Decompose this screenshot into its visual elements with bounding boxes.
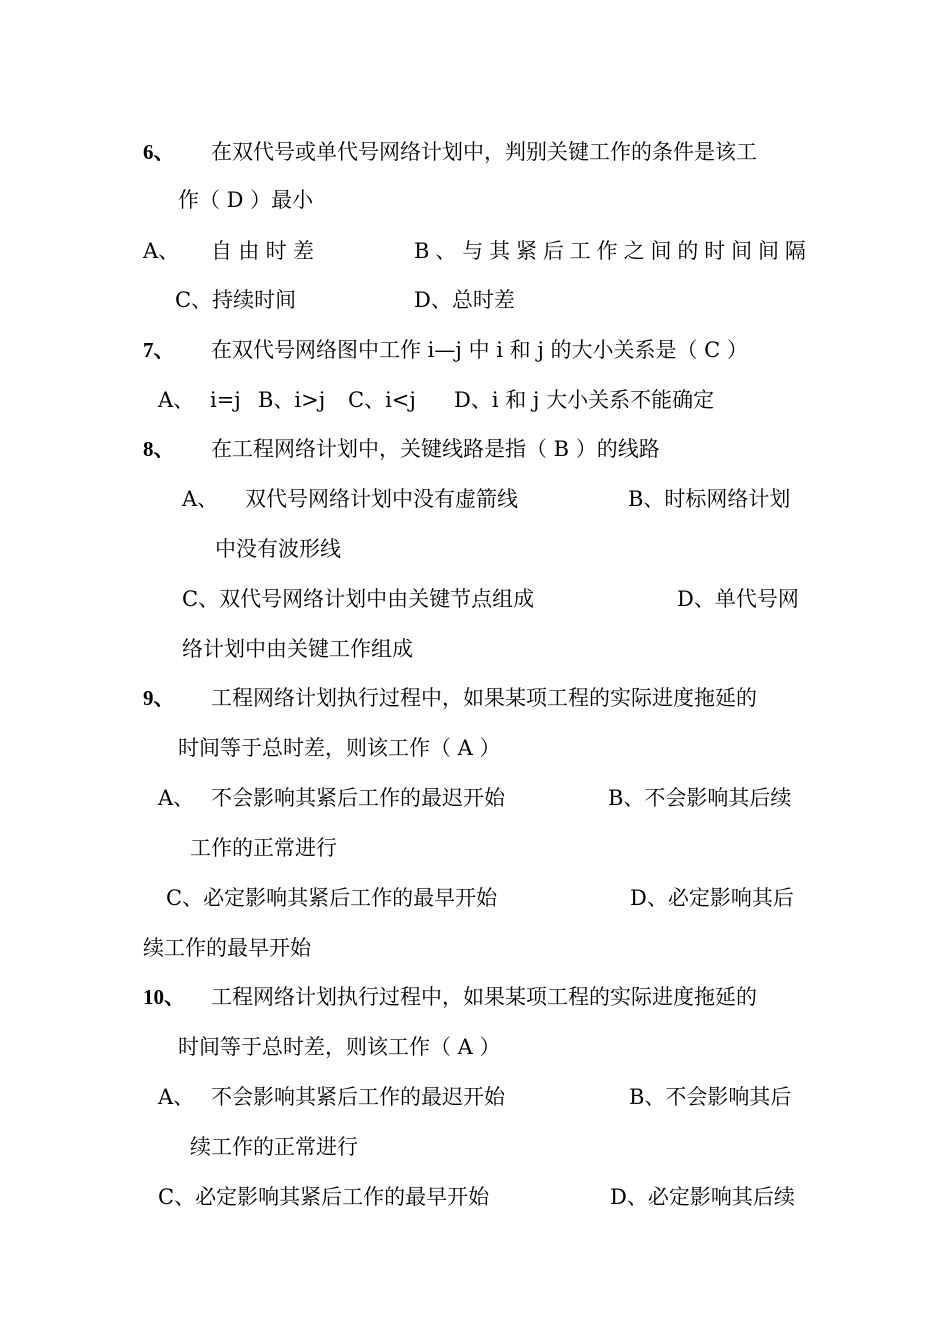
option-char: 差 xyxy=(292,239,314,263)
question-7-option-a-label: A、 xyxy=(158,388,195,412)
question-7-stem: 在双代号网络图中工作 i—j 中 i 和 j 的大小关系是（ C ） xyxy=(211,338,748,362)
question-8-option-a-label: A、 xyxy=(182,487,219,511)
question-10-option-a-text: 不会影响其紧后工作的最迟开始 xyxy=(211,1085,505,1109)
option-char: 与 xyxy=(462,239,484,263)
question-10-option-b-continued: 续工作的正常进行 xyxy=(190,1135,358,1159)
option-char: B xyxy=(414,239,430,263)
question-6-stem: 在双代号或单代号网络计划中，判别关键工作的条件是该工 xyxy=(211,140,757,164)
question-8-option-d-continued: 络计划中由关键工作组成 xyxy=(182,637,413,661)
question-10-option-c: C、必定影响其紧后工作的最早开始 xyxy=(158,1185,490,1209)
question-7-option-a-text: i=j xyxy=(210,388,241,412)
question-6-option-d: D、总时差 xyxy=(414,288,515,312)
question-10-number: 10、 xyxy=(143,985,185,1009)
option-char: 、 xyxy=(435,239,457,263)
option-char: 作 xyxy=(596,239,618,263)
option-char: 由 xyxy=(238,239,260,263)
option-char: 的 xyxy=(677,239,699,263)
option-char: 间 xyxy=(731,239,753,263)
option-char: 时 xyxy=(265,239,287,263)
question-6-stem-continued: 作（ D ）最小 xyxy=(178,188,314,212)
question-9-option-d: D、必定影响其后 xyxy=(630,886,794,910)
question-10-stem-continued: 时间等于总时差，则该工作（ A ） xyxy=(178,1035,501,1059)
question-8-stem: 在工程网络计划中，关键线路是指（ B ）的线路 xyxy=(211,437,660,461)
question-9-option-d-continued: 续工作的最早开始 xyxy=(143,936,311,960)
question-8-option-c: C、双代号网络计划中由关键节点组成 xyxy=(182,587,535,611)
question-7-option-d: D、i 和 j 大小关系不能确定 xyxy=(454,388,715,412)
question-7-number: 7、 xyxy=(143,338,175,362)
question-9-option-a-label: A、 xyxy=(158,786,195,810)
option-char: 紧 xyxy=(516,239,537,263)
option-char: 自 xyxy=(211,239,232,263)
option-char: 其 xyxy=(489,239,511,263)
option-char: 之 xyxy=(623,239,645,263)
option-char: 隔 xyxy=(784,239,806,263)
question-8-option-b: B、时标网络计划 xyxy=(628,487,791,511)
question-9-option-a-text: 不会影响其紧后工作的最迟开始 xyxy=(211,786,505,810)
question-8-option-d: D、单代号网 xyxy=(677,587,799,611)
question-6-option-a-label: A、 xyxy=(143,239,180,263)
question-9-stem-continued: 时间等于总时差，则该工作（ A ） xyxy=(178,736,501,760)
question-7-option-b: B、i>j xyxy=(258,388,326,412)
question-6-option-a-text xyxy=(211,236,314,266)
question-7-option-c: C、i<j xyxy=(348,388,416,412)
option-char: 间 xyxy=(650,239,672,263)
option-char: 间 xyxy=(758,239,780,263)
question-8-number: 8、 xyxy=(143,437,175,461)
question-9-option-b-continued: 工作的正常进行 xyxy=(190,836,337,860)
question-8-option-b-continued: 中没有波形线 xyxy=(215,537,341,561)
question-6-option-c: C、持续时间 xyxy=(175,288,297,312)
question-10-option-d: D、必定影响其后续 xyxy=(610,1185,795,1209)
question-8-option-a-text: 双代号网络计划中没有虚箭线 xyxy=(245,487,518,511)
question-9-option-c: C、必定影响其紧后工作的最早开始 xyxy=(166,886,498,910)
option-char: 工 xyxy=(569,239,591,263)
option-char: 后 xyxy=(542,239,564,263)
question-10-option-a-label: A、 xyxy=(158,1085,195,1109)
question-9-option-b: B、不会影响其后续 xyxy=(608,786,792,810)
question-10-stem: 工程网络计划执行过程中，如果某项工程的实际进度拖延的 xyxy=(211,985,757,1009)
option-char: 时 xyxy=(704,239,726,263)
question-9-stem: 工程网络计划执行过程中，如果某项工程的实际进度拖延的 xyxy=(211,686,757,710)
question-6-number: 6、 xyxy=(143,140,175,164)
question-6-option-b xyxy=(414,236,806,266)
question-10-option-b: B、不会影响其后 xyxy=(629,1085,792,1109)
question-9-number: 9、 xyxy=(143,686,175,710)
